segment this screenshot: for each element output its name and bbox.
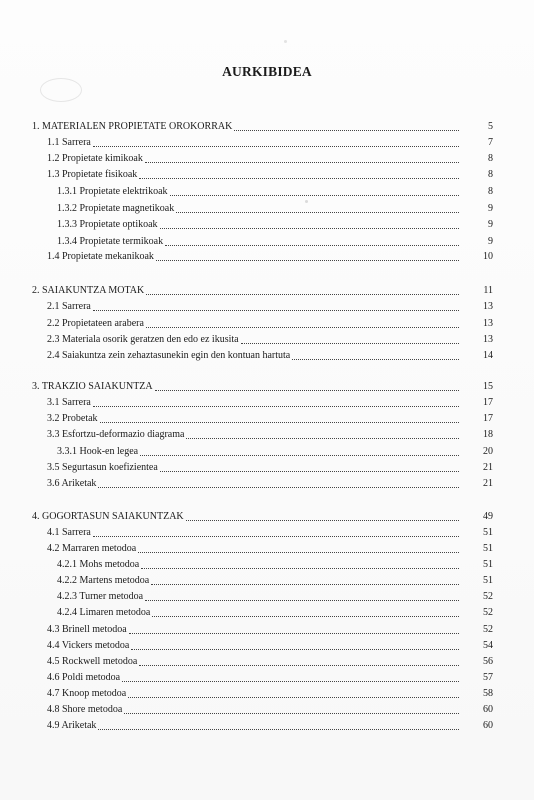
dot-leader — [122, 680, 459, 682]
toc-entry: 3.5 Segurtasun koefizientea — [47, 462, 462, 474]
dot-leader — [170, 194, 459, 196]
dot-leader — [176, 211, 459, 213]
toc-entry: 4.6 Poldi metodoa — [47, 672, 462, 684]
toc-entry: 3.3 Esfortzu-deformazio diagrama — [47, 429, 462, 441]
dot-leader — [131, 648, 459, 650]
toc-entry: 2.3 Materiala osorik geratzen den edo ez ikusita — [47, 334, 462, 346]
dot-leader — [93, 145, 459, 147]
dot-leader — [156, 259, 459, 261]
dot-leader — [139, 664, 459, 666]
toc-entry: 1.3 Propietate fisikoak — [47, 169, 462, 181]
toc-entry: 2.4 Saiakuntza zein zehaztasunekin egin den kontuan hartuta — [47, 350, 462, 362]
toc-entry: 1.4 Propietate mekanikoak — [47, 251, 462, 263]
page-title: AURKIBIDEA — [222, 64, 312, 79]
dot-leader — [165, 244, 459, 246]
toc-label: 1. MATERIALEN PROPIETATE OROKORRAK — [32, 121, 233, 132]
dot-leader — [186, 519, 459, 521]
toc-entry: 4.3 Brinell metodoa — [47, 624, 462, 636]
toc-entry: 3.1 Sarrera — [47, 397, 462, 409]
toc-entry: 4.9 Ariketak — [47, 720, 462, 732]
toc-entry: 1.3.3 Propietate optikoak — [57, 219, 462, 231]
toc-entry: 4.2.1 Mohs metodoa — [57, 559, 462, 571]
toc-entry: 4.2.2 Martens metodoa — [57, 575, 462, 587]
toc-entry: 2.1 Sarrera — [47, 301, 462, 313]
toc-entry: 3.3.1 Hook-en legea — [57, 446, 462, 458]
dot-leader — [93, 405, 459, 407]
toc-entry: 1.3.4 Propietate termikoak — [57, 236, 462, 248]
toc-entry: 2.2 Propietateen arabera — [47, 318, 462, 330]
toc-entry: 4.8 Shore metodoa — [47, 704, 462, 716]
toc-entry: 1.3.1 Propietate elektrikoak — [57, 186, 462, 198]
dot-leader — [139, 177, 459, 179]
toc-heading-2: 2. SAIAKUNTZA MOTAK — [32, 285, 462, 297]
dot-leader — [93, 535, 459, 537]
toc-entry: 1.1 Sarrera — [47, 137, 462, 149]
dot-leader — [146, 326, 459, 328]
dot-leader — [145, 161, 459, 163]
toc-entry: 4.1 Sarrera — [47, 527, 462, 539]
dot-leader — [128, 696, 459, 698]
dot-leader — [129, 632, 459, 634]
dot-leader — [141, 567, 459, 569]
toc-heading-1 — [32, 121, 462, 133]
toc-entry: 4.5 Rockwell metodoa — [47, 656, 462, 668]
dot-leader — [292, 358, 459, 360]
toc-entry: 4.7 Knoop metodoa — [47, 688, 462, 700]
toc-heading-4: 4. GOGORTASUN SAIAKUNTZAK — [32, 511, 462, 523]
toc-entry: 4.2 Marraren metodoa — [47, 543, 462, 555]
dot-leader — [93, 309, 459, 311]
table-of-contents: 1. MATERIALEN PROPIETATE OROKORRAK 5 1.1 Sarrera 7 1.2 Propietate kimikoak 8 1.3 Propietate fisikoak 8 1.3.1 Propietate elektrikoak 8 1.3.2 Propietate magnetikoak 9 1.3.3 Propietate optikoak 9 1.3.4 Propietate termikoak 9 1.4 Propietate mekanikoak 10 2. SAIAKUNTZA MOTAK 11 2.1 Sarrera 13 2.2 Propietateen arabera 13 2.3 Materiala osorik geratzen den edo ez ikusita 13 2.4 Saiakuntza zein zehaztasunekin egin den kontuan hartuta 14 3. TRAKZIO SAIAKUNTZA 15 3.1 Sarrera 17 3.2 Probetak 17 3.3 Esfortzu-deformazio diagrama 18 3.3.1 Hook-en legea 20 3.5 Segurtasun koefizientea 21 3.6 Ariketak 21 4. GOGORTASUN SAIAKUNTZAK 49 4.1 Sarrera 51 4.2 Marraren metodoa 51 4.2.1 Mohs metodoa 51 4.2.2 Martens metodoa 51 4.2.3 Turner metodoa 52 4.2.4 Limaren metodoa 52 4.3 Brinell metodoa 52 4.4 Vickers metodoa 54 4.5 Rockwell metodoa 56 4.6 Poldi metodoa 57 4.7 Knoop metodoa 58 4.8 Shore metodoa 60 4.9 Ariketak 60 — [32, 121, 493, 731]
dot-leader — [138, 551, 459, 553]
dot-leader — [151, 583, 459, 585]
dot-leader — [160, 470, 459, 472]
dot-leader — [100, 421, 459, 423]
dot-leader — [98, 486, 459, 488]
toc-entry: 4.4 Vickers metodoa — [47, 640, 462, 652]
toc-entry: 1.3.2 Propietate magnetikoak — [57, 203, 462, 215]
dot-leader — [124, 712, 459, 714]
dot-leader — [234, 129, 459, 131]
dot-leader — [241, 342, 459, 344]
toc-entry: 4.2.4 Limaren metodoa — [57, 607, 462, 619]
dot-leader — [98, 728, 459, 730]
toc-entry: 3.2 Probetak — [47, 413, 462, 425]
dot-leader — [145, 599, 459, 601]
toc-heading-3: 3. TRAKZIO SAIAKUNTZA — [32, 381, 462, 393]
dot-leader — [160, 227, 459, 229]
toc-entry: 3.6 Ariketak — [47, 478, 462, 490]
dot-leader — [140, 454, 459, 456]
dot-leader — [186, 437, 459, 439]
dot-leader — [146, 293, 459, 295]
toc-entry: 4.2.3 Turner metodoa — [57, 591, 462, 603]
dot-leader — [152, 615, 459, 617]
dot-leader — [155, 389, 459, 391]
toc-entry: 1.2 Propietate kimikoak — [47, 153, 462, 165]
